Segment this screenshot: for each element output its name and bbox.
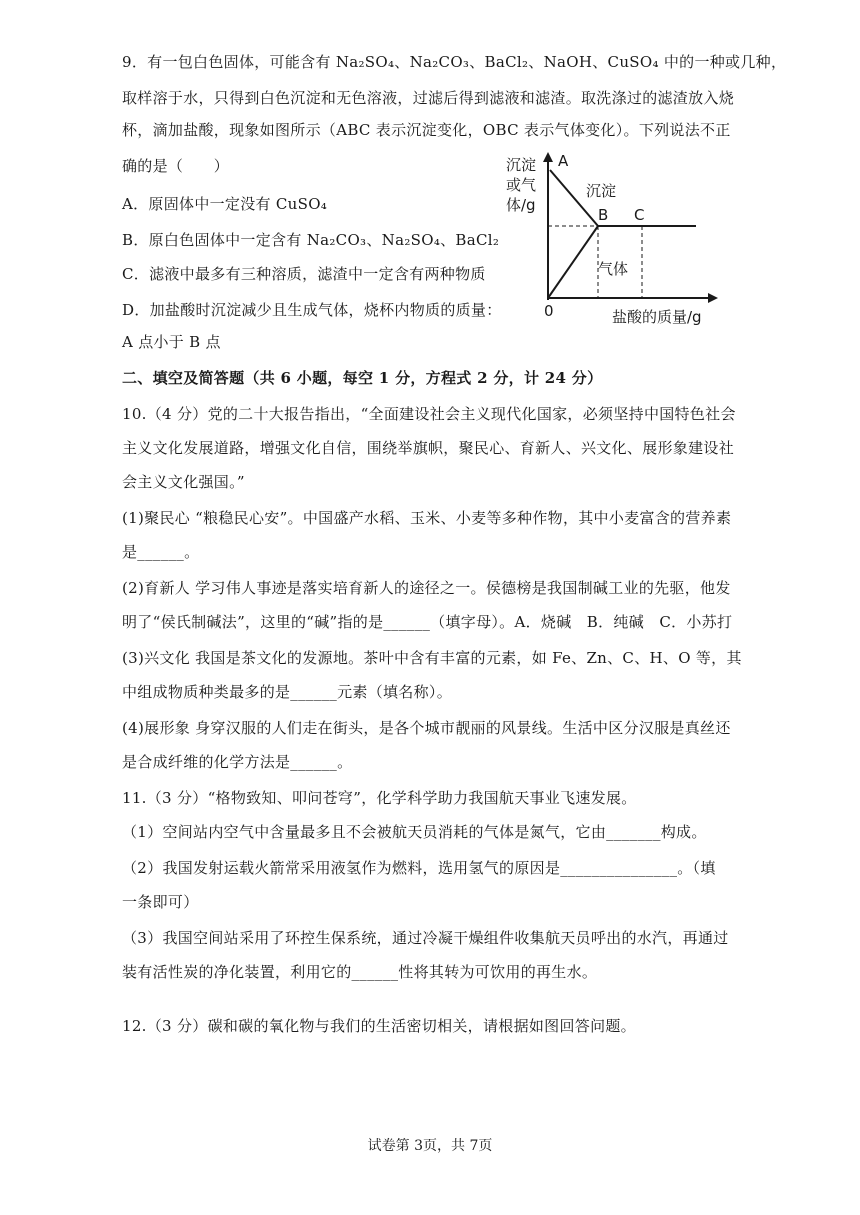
q9-option-a: A．原固体中一定没有 CuSO₄ (122, 195, 328, 213)
q9-line-1: 9．有一包白色固体，可能含有 Na₂SO₄、Na₂CO₃、BaCl₂、NaOH、CuSO₄ 中的一种或几种， (122, 53, 787, 71)
graph-ylabel-2: 或气 (506, 176, 537, 194)
q9-option-c: C．滤液中最多有三种溶质，滤渣中一定含有两种物质 (122, 265, 486, 283)
graph-xlabel: 盐酸的质量/g (612, 308, 702, 326)
q10-line-7: 明了“侯氏制碱法”，这里的“碱”指的是______（填字母）。A．烧碱 B．纯碱 C．小苏打 (122, 613, 733, 631)
q10-line-11: 是合成纤维的化学方法是______。 (122, 753, 353, 771)
q9-line-4: 确的是（ ） (122, 157, 230, 175)
q11-line-4: 一条即可） (122, 893, 199, 911)
graph-x-arrow (708, 293, 718, 303)
q9-option-b: B．原白色固体中一定含有 Na₂CO₃、Na₂SO₄、BaCl₂ (122, 231, 500, 249)
q11-line-6: 装有活性炭的净化装置，利用它的______性将其转为可饮用的再生水。 (122, 963, 598, 981)
q10-line-9: 中组成物质种类最多的是______元素（填名称）。 (122, 683, 453, 701)
q10-line-3: 会主义文化强国。” (122, 473, 245, 491)
graph-label-a: A (558, 152, 569, 170)
q10-line-2: 主义文化发展道路，增强文化自信，围绕举旗帜，聚民心、育新人、兴文化、展形象建设社 (122, 439, 735, 457)
q11-line-2: （1）空间站内空气中含量最多且不会被航天员消耗的气体是氮气，它由_______构成。 (122, 823, 707, 841)
q10-line-1: 10.（4 分）党的二十大报告指出，“全面建设社会主义现代化国家，必须坚持中国特色社会 (122, 405, 736, 423)
q11-line-5: （3）我国空间站采用了环控生保系统，通过冷凝干燥组件收集航天员呼出的水汽，再通过 (122, 929, 729, 947)
graph-y-arrow (543, 152, 553, 162)
q12-line-1: 12.（3 分）碳和碳的氧化物与我们的生活密切相关，请根据如图回答问题。 (122, 1017, 636, 1035)
graph-gas-line (548, 226, 598, 298)
graph-precip-line (550, 170, 696, 226)
q10-line-6: (2)育新人 学习伟人事迹是落实培育新人的途径之一。侯德榜是我国制碱工业的先驱，他发 (122, 579, 731, 597)
q9-graph (500, 150, 740, 330)
q10-line-5: 是______。 (122, 543, 200, 561)
graph-ylabel-3: 体/g (506, 196, 536, 214)
graph-label-origin: 0 (544, 302, 554, 320)
q11-line-1: 11.（3 分）“格物致知、叩问苍穹”，化学科学助力我国航天事业飞速发展。 (122, 789, 637, 807)
q10-line-4: (1)聚民心 “粮稳民心安”。中国盛产水稻、玉米、小麦等多种作物，其中小麦富含的营养素 (122, 509, 732, 527)
graph-label-b: B (598, 206, 609, 224)
q9-option-d: D．加盐酸时沉淀减少且生成气体，烧杯内物质的质量： (122, 301, 502, 319)
page-footer: 试卷第 3页，共 7页 (367, 1138, 493, 1154)
graph-label-c: C (634, 206, 645, 224)
q11-line-3: （2）我国发射运载火箭常采用液氢作为燃料，选用氢气的原因是_______________。（填 (122, 859, 716, 877)
q10-line-8: (3)兴文化 我国是茶文化的发源地。茶叶中含有丰富的元素，如 Fe、Zn、C、H、O 等，其 (122, 649, 742, 667)
graph-label-gas: 气体 (598, 260, 629, 278)
graph-ylabel-1: 沉淀 (506, 156, 537, 174)
q9-option-d-cont: A 点小于 B 点 (122, 333, 221, 351)
graph-label-precip: 沉淀 (586, 182, 617, 200)
q10-line-10: (4)展形象 身穿汉服的人们走在街头，是各个城市靓丽的风景线。生活中区分汉服是真丝还 (122, 719, 731, 737)
q9-line-2: 取样溶于水，只得到白色沉淀和无色溶液，过滤后得到滤液和滤渣。取洗涤过的滤渣放入烧 (122, 89, 735, 107)
q9-line-3: 杯，滴加盐酸，现象如图所示（ABC 表示沉淀变化，OBC 表示气体变化）。下列说法不正 (122, 121, 731, 139)
section2-title: 二、填空及简答题（共 6 小题，每空 1 分，方程式 2 分，计 24 分） (122, 369, 603, 387)
